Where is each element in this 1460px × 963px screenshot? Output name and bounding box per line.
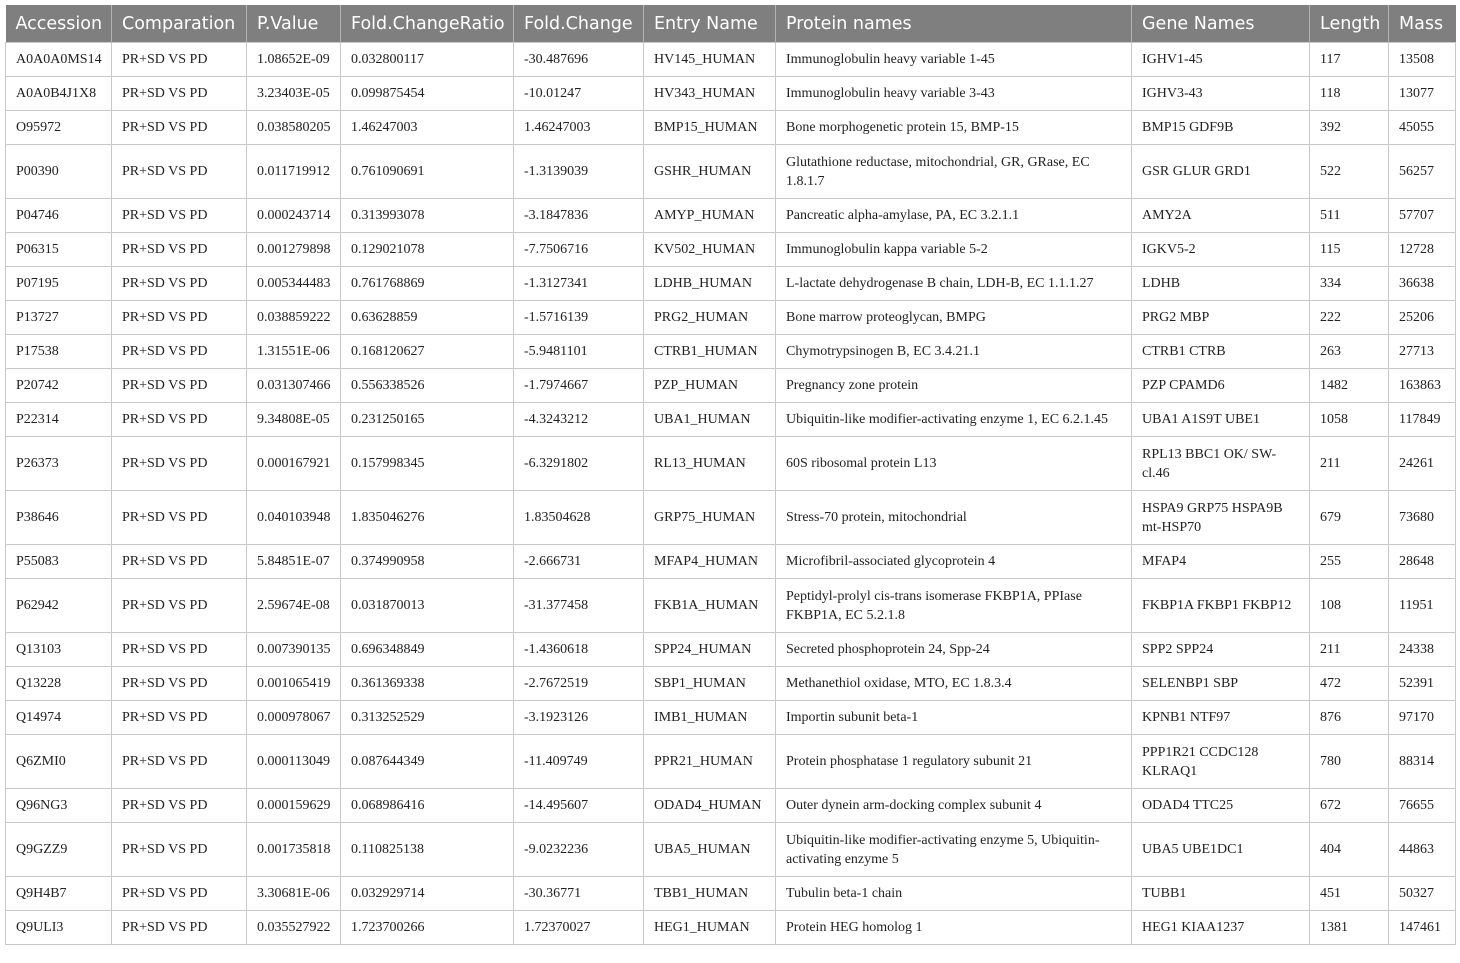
length-cell: 522 (1310, 145, 1389, 199)
table-row (6, 301, 1456, 335)
entry-name-cell: FKB1A_HUMAN (644, 579, 776, 633)
mass-cell: 56257 (1389, 145, 1456, 199)
protein-names-cell: Secreted phosphoprotein 24, Spp-24 (776, 633, 1132, 667)
p-value-cell: 0.035527922 (247, 911, 341, 945)
fold-change-ratio-cell: 0.157998345 (341, 437, 514, 491)
mass-cell: 13077 (1389, 77, 1456, 111)
mass-cell: 147461 (1389, 911, 1456, 945)
entry-name-cell: BMP15_HUMAN (644, 111, 776, 145)
gene-names-cell: IGHV1-45 (1132, 43, 1310, 77)
protein-names-cell: Immunoglobulin heavy variable 1-45 (776, 43, 1132, 77)
accession-cell: P17538 (6, 335, 112, 369)
fold-change-ratio-cell: 0.231250165 (341, 403, 514, 437)
length-cell: 780 (1310, 735, 1389, 789)
fold-change-ratio-cell: 0.761768869 (341, 267, 514, 301)
fold-change-cell: -3.1847836 (514, 199, 644, 233)
mass-cell: 12728 (1389, 233, 1456, 267)
comparation-cell: PR+SD VS PD (112, 43, 247, 77)
p-value-cell: 1.31551E-06 (247, 335, 341, 369)
length-cell: 118 (1310, 77, 1389, 111)
entry-name-cell: HEG1_HUMAN (644, 911, 776, 945)
fold-change-ratio-cell: 0.168120627 (341, 335, 514, 369)
comparation-cell: PR+SD VS PD (112, 911, 247, 945)
protein-names-cell: 60S ribosomal protein L13 (776, 437, 1132, 491)
length-cell: 222 (1310, 301, 1389, 335)
p-value-cell: 0.000167921 (247, 437, 341, 491)
col-header-length: Length (1310, 5, 1389, 43)
entry-name-cell: ODAD4_HUMAN (644, 789, 776, 823)
gene-names-cell: BMP15 GDF9B (1132, 111, 1310, 145)
protein-names-cell: Tubulin beta-1 chain (776, 877, 1132, 911)
table-row (6, 369, 1456, 403)
fold-change-ratio-cell: 0.032800117 (341, 43, 514, 77)
mass-cell: 57707 (1389, 199, 1456, 233)
comparation-cell: PR+SD VS PD (112, 335, 247, 369)
mass-cell: 24338 (1389, 633, 1456, 667)
accession-cell: Q9H4B7 (6, 877, 112, 911)
accession-cell: A0A0B4J1X8 (6, 77, 112, 111)
fold-change-cell: -10.01247 (514, 77, 644, 111)
gene-names-cell: IGKV5-2 (1132, 233, 1310, 267)
comparation-cell: PR+SD VS PD (112, 437, 247, 491)
accession-cell: Q9GZZ9 (6, 823, 112, 877)
length-cell: 876 (1310, 701, 1389, 735)
protein-names-cell: L-lactate dehydrogenase B chain, LDH-B, EC 1.1.1.27 (776, 267, 1132, 301)
p-value-cell: 0.000978067 (247, 701, 341, 735)
gene-names-cell: IGHV3-43 (1132, 77, 1310, 111)
fold-change-cell: -1.4360618 (514, 633, 644, 667)
table-row (6, 403, 1456, 437)
mass-cell: 27713 (1389, 335, 1456, 369)
p-value-cell: 0.040103948 (247, 491, 341, 545)
table-row (6, 823, 1456, 877)
fold-change-cell: -1.7974667 (514, 369, 644, 403)
fold-change-cell: -3.1923126 (514, 701, 644, 735)
length-cell: 211 (1310, 437, 1389, 491)
length-cell: 404 (1310, 823, 1389, 877)
table-row (6, 633, 1456, 667)
fold-change-ratio-cell: 0.63628859 (341, 301, 514, 335)
comparation-cell: PR+SD VS PD (112, 823, 247, 877)
protein-names-cell: Chymotrypsinogen B, EC 3.4.21.1 (776, 335, 1132, 369)
p-value-cell: 0.038859222 (247, 301, 341, 335)
fold-change-cell: 1.46247003 (514, 111, 644, 145)
table-row (6, 789, 1456, 823)
fold-change-ratio-cell: 0.361369338 (341, 667, 514, 701)
p-value-cell: 1.08652E-09 (247, 43, 341, 77)
protein-names-cell: Glutathione reductase, mitochondrial, GR, GRase, EC 1.8.1.7 (776, 145, 1132, 199)
length-cell: 451 (1310, 877, 1389, 911)
table-row (6, 335, 1456, 369)
accession-cell: P26373 (6, 437, 112, 491)
fold-change-cell: -30.36771 (514, 877, 644, 911)
col-header-accession: Accession (6, 5, 112, 43)
accession-cell: A0A0A0MS14 (6, 43, 112, 77)
accession-cell: Q6ZMI0 (6, 735, 112, 789)
entry-name-cell: GSHR_HUMAN (644, 145, 776, 199)
comparation-cell: PR+SD VS PD (112, 633, 247, 667)
length-cell: 108 (1310, 579, 1389, 633)
mass-cell: 76655 (1389, 789, 1456, 823)
length-cell: 679 (1310, 491, 1389, 545)
entry-name-cell: PRG2_HUMAN (644, 301, 776, 335)
protein-names-cell: Importin subunit beta-1 (776, 701, 1132, 735)
length-cell: 511 (1310, 199, 1389, 233)
gene-names-cell: RPL13 BBC1 OK/ SW-cl.46 (1132, 437, 1310, 491)
col-header-entry-name: Entry Name (644, 5, 776, 43)
mass-cell: 52391 (1389, 667, 1456, 701)
accession-cell: O95972 (6, 111, 112, 145)
mass-cell: 24261 (1389, 437, 1456, 491)
table-row (6, 267, 1456, 301)
p-value-cell: 5.84851E-07 (247, 545, 341, 579)
fold-change-ratio-cell: 0.556338526 (341, 369, 514, 403)
comparation-cell: PR+SD VS PD (112, 111, 247, 145)
table-row (6, 145, 1456, 199)
length-cell: 392 (1310, 111, 1389, 145)
protein-names-cell: Bone morphogenetic protein 15, BMP-15 (776, 111, 1132, 145)
fold-change-cell: -5.9481101 (514, 335, 644, 369)
comparation-cell: PR+SD VS PD (112, 545, 247, 579)
fold-change-ratio-cell: 0.032929714 (341, 877, 514, 911)
fold-change-ratio-cell: 0.087644349 (341, 735, 514, 789)
fold-change-ratio-cell: 0.313252529 (341, 701, 514, 735)
fold-change-cell: -2.7672519 (514, 667, 644, 701)
entry-name-cell: TBB1_HUMAN (644, 877, 776, 911)
protein-names-cell: Protein phosphatase 1 regulatory subunit 21 (776, 735, 1132, 789)
comparation-cell: PR+SD VS PD (112, 667, 247, 701)
table-row (6, 667, 1456, 701)
accession-cell: P13727 (6, 301, 112, 335)
comparation-cell: PR+SD VS PD (112, 491, 247, 545)
fold-change-cell: -30.487696 (514, 43, 644, 77)
accession-cell: P38646 (6, 491, 112, 545)
entry-name-cell: PZP_HUMAN (644, 369, 776, 403)
fold-change-cell: -4.3243212 (514, 403, 644, 437)
p-value-cell: 0.000159629 (247, 789, 341, 823)
protein-names-cell: Methanethiol oxidase, MTO, EC 1.8.3.4 (776, 667, 1132, 701)
mass-cell: 97170 (1389, 701, 1456, 735)
fold-change-ratio-cell: 0.313993078 (341, 199, 514, 233)
gene-names-cell: PRG2 MBP (1132, 301, 1310, 335)
fold-change-ratio-cell: 1.835046276 (341, 491, 514, 545)
p-value-cell: 0.001065419 (247, 667, 341, 701)
accession-cell: P20742 (6, 369, 112, 403)
p-value-cell: 0.000243714 (247, 199, 341, 233)
gene-names-cell: ODAD4 TTC25 (1132, 789, 1310, 823)
entry-name-cell: UBA1_HUMAN (644, 403, 776, 437)
fold-change-cell: -7.7506716 (514, 233, 644, 267)
length-cell: 1482 (1310, 369, 1389, 403)
fold-change-cell: -9.0232236 (514, 823, 644, 877)
fold-change-ratio-cell: 0.129021078 (341, 233, 514, 267)
fold-change-cell: -2.666731 (514, 545, 644, 579)
fold-change-cell: -14.495607 (514, 789, 644, 823)
protein-names-cell: Immunoglobulin heavy variable 3-43 (776, 77, 1132, 111)
accession-cell: P07195 (6, 267, 112, 301)
fold-change-ratio-cell: 0.110825138 (341, 823, 514, 877)
entry-name-cell: HV343_HUMAN (644, 77, 776, 111)
p-value-cell: 0.031307466 (247, 369, 341, 403)
col-header-mass: Mass (1389, 5, 1456, 43)
fold-change-ratio-cell: 0.696348849 (341, 633, 514, 667)
accession-cell: P06315 (6, 233, 112, 267)
col-header-fold-change: Fold.Change (514, 5, 644, 43)
table-row (6, 545, 1456, 579)
mass-cell: 13508 (1389, 43, 1456, 77)
gene-names-cell: SELENBP1 SBP (1132, 667, 1310, 701)
length-cell: 255 (1310, 545, 1389, 579)
comparation-cell: PR+SD VS PD (112, 199, 247, 233)
accession-cell: P00390 (6, 145, 112, 199)
accession-cell: P04746 (6, 199, 112, 233)
entry-name-cell: UBA5_HUMAN (644, 823, 776, 877)
protein-names-cell: Pregnancy zone protein (776, 369, 1132, 403)
fold-change-cell: -1.3139039 (514, 145, 644, 199)
table-row (6, 491, 1456, 545)
comparation-cell: PR+SD VS PD (112, 145, 247, 199)
entry-name-cell: IMB1_HUMAN (644, 701, 776, 735)
length-cell: 1381 (1310, 911, 1389, 945)
gene-names-cell: LDHB (1132, 267, 1310, 301)
gene-names-cell: PPP1R21 CCDC128 KLRAQ1 (1132, 735, 1310, 789)
table-row (6, 233, 1456, 267)
gene-names-cell: GSR GLUR GRD1 (1132, 145, 1310, 199)
table-row (6, 111, 1456, 145)
gene-names-cell: UBA1 A1S9T UBE1 (1132, 403, 1310, 437)
p-value-cell: 0.011719912 (247, 145, 341, 199)
protein-names-cell: Outer dynein arm-docking complex subunit 4 (776, 789, 1132, 823)
protein-names-cell: Pancreatic alpha-amylase, PA, EC 3.2.1.1 (776, 199, 1132, 233)
col-header-gene-names: Gene Names (1132, 5, 1310, 43)
comparation-cell: PR+SD VS PD (112, 403, 247, 437)
header-row (6, 5, 1456, 43)
protein-names-cell: Immunoglobulin kappa variable 5-2 (776, 233, 1132, 267)
entry-name-cell: LDHB_HUMAN (644, 267, 776, 301)
protein-names-cell: Protein HEG homolog 1 (776, 911, 1132, 945)
mass-cell: 163863 (1389, 369, 1456, 403)
length-cell: 672 (1310, 789, 1389, 823)
gene-names-cell: SPP2 SPP24 (1132, 633, 1310, 667)
fold-change-ratio-cell: 1.46247003 (341, 111, 514, 145)
comparation-cell: PR+SD VS PD (112, 789, 247, 823)
length-cell: 115 (1310, 233, 1389, 267)
comparation-cell: PR+SD VS PD (112, 77, 247, 111)
comparation-cell: PR+SD VS PD (112, 701, 247, 735)
gene-names-cell: TUBB1 (1132, 877, 1310, 911)
fold-change-cell: -1.3127341 (514, 267, 644, 301)
p-value-cell: 9.34808E-05 (247, 403, 341, 437)
mass-cell: 28648 (1389, 545, 1456, 579)
fold-change-cell: -31.377458 (514, 579, 644, 633)
mass-cell: 50327 (1389, 877, 1456, 911)
comparation-cell: PR+SD VS PD (112, 369, 247, 403)
entry-name-cell: RL13_HUMAN (644, 437, 776, 491)
accession-cell: Q96NG3 (6, 789, 112, 823)
mass-cell: 45055 (1389, 111, 1456, 145)
gene-names-cell: HSPA9 GRP75 HSPA9B mt-HSP70 (1132, 491, 1310, 545)
fold-change-ratio-cell: 0.099875454 (341, 77, 514, 111)
entry-name-cell: PPR21_HUMAN (644, 735, 776, 789)
mass-cell: 73680 (1389, 491, 1456, 545)
table-row (6, 199, 1456, 233)
gene-names-cell: KPNB1 NTF97 (1132, 701, 1310, 735)
table-row (6, 437, 1456, 491)
protein-table (5, 5, 1456, 945)
entry-name-cell: GRP75_HUMAN (644, 491, 776, 545)
gene-names-cell: FKBP1A FKBP1 FKBP12 (1132, 579, 1310, 633)
length-cell: 472 (1310, 667, 1389, 701)
accession-cell: P22314 (6, 403, 112, 437)
comparation-cell: PR+SD VS PD (112, 735, 247, 789)
entry-name-cell: MFAP4_HUMAN (644, 545, 776, 579)
comparation-cell: PR+SD VS PD (112, 579, 247, 633)
col-header-protein-names: Protein names (776, 5, 1132, 43)
mass-cell: 117849 (1389, 403, 1456, 437)
p-value-cell: 2.59674E-08 (247, 579, 341, 633)
protein-names-cell: Ubiquitin-like modifier-activating enzyme 5, Ubiquitin-activating enzyme 5 (776, 823, 1132, 877)
gene-names-cell: HEG1 KIAA1237 (1132, 911, 1310, 945)
fold-change-cell: -6.3291802 (514, 437, 644, 491)
length-cell: 263 (1310, 335, 1389, 369)
mass-cell: 36638 (1389, 267, 1456, 301)
p-value-cell: 0.007390135 (247, 633, 341, 667)
fold-change-cell: -1.5716139 (514, 301, 644, 335)
accession-cell: Q9ULI3 (6, 911, 112, 945)
fold-change-ratio-cell: 0.068986416 (341, 789, 514, 823)
comparation-cell: PR+SD VS PD (112, 267, 247, 301)
fold-change-ratio-cell: 0.031870013 (341, 579, 514, 633)
entry-name-cell: SPP24_HUMAN (644, 633, 776, 667)
p-value-cell: 0.038580205 (247, 111, 341, 145)
table-row (6, 911, 1456, 945)
entry-name-cell: CTRB1_HUMAN (644, 335, 776, 369)
mass-cell: 88314 (1389, 735, 1456, 789)
protein-names-cell: Bone marrow proteoglycan, BMPG (776, 301, 1132, 335)
p-value-cell: 0.001279898 (247, 233, 341, 267)
col-header-p-value: P.Value (247, 5, 341, 43)
p-value-cell: 0.001735818 (247, 823, 341, 877)
gene-names-cell: AMY2A (1132, 199, 1310, 233)
accession-cell: Q13228 (6, 667, 112, 701)
p-value-cell: 0.000113049 (247, 735, 341, 789)
comparation-cell: PR+SD VS PD (112, 233, 247, 267)
protein-table-container (5, 5, 1455, 945)
col-header-comparation: Comparation (112, 5, 247, 43)
entry-name-cell: KV502_HUMAN (644, 233, 776, 267)
accession-cell: P62942 (6, 579, 112, 633)
fold-change-ratio-cell: 0.761090691 (341, 145, 514, 199)
mass-cell: 44863 (1389, 823, 1456, 877)
table-row (6, 701, 1456, 735)
protein-names-cell: Microfibril-associated glycoprotein 4 (776, 545, 1132, 579)
fold-change-ratio-cell: 1.723700266 (341, 911, 514, 945)
gene-names-cell: CTRB1 CTRB (1132, 335, 1310, 369)
length-cell: 117 (1310, 43, 1389, 77)
p-value-cell: 3.30681E-06 (247, 877, 341, 911)
protein-names-cell: Stress-70 protein, mitochondrial (776, 491, 1132, 545)
entry-name-cell: SBP1_HUMAN (644, 667, 776, 701)
col-header-fold-change-ratio: Fold.ChangeRatio (341, 5, 514, 43)
fold-change-cell: 1.72370027 (514, 911, 644, 945)
gene-names-cell: PZP CPAMD6 (1132, 369, 1310, 403)
mass-cell: 11951 (1389, 579, 1456, 633)
p-value-cell: 3.23403E-05 (247, 77, 341, 111)
p-value-cell: 0.005344483 (247, 267, 341, 301)
comparation-cell: PR+SD VS PD (112, 301, 247, 335)
gene-names-cell: UBA5 UBE1DC1 (1132, 823, 1310, 877)
accession-cell: Q13103 (6, 633, 112, 667)
table-row (6, 579, 1456, 633)
entry-name-cell: AMYP_HUMAN (644, 199, 776, 233)
length-cell: 334 (1310, 267, 1389, 301)
table-row (6, 877, 1456, 911)
entry-name-cell: HV145_HUMAN (644, 43, 776, 77)
fold-change-ratio-cell: 0.374990958 (341, 545, 514, 579)
fold-change-cell: 1.83504628 (514, 491, 644, 545)
protein-names-cell: Peptidyl-prolyl cis-trans isomerase FKBP1A, PPIase FKBP1A, EC 5.2.1.8 (776, 579, 1132, 633)
comparation-cell: PR+SD VS PD (112, 877, 247, 911)
mass-cell: 25206 (1389, 301, 1456, 335)
table-row (6, 735, 1456, 789)
protein-names-cell: Ubiquitin-like modifier-activating enzyme 1, EC 6.2.1.45 (776, 403, 1132, 437)
gene-names-cell: MFAP4 (1132, 545, 1310, 579)
length-cell: 211 (1310, 633, 1389, 667)
table-row (6, 43, 1456, 77)
table-row (6, 77, 1456, 111)
fold-change-cell: -11.409749 (514, 735, 644, 789)
length-cell: 1058 (1310, 403, 1389, 437)
accession-cell: P55083 (6, 545, 112, 579)
accession-cell: Q14974 (6, 701, 112, 735)
